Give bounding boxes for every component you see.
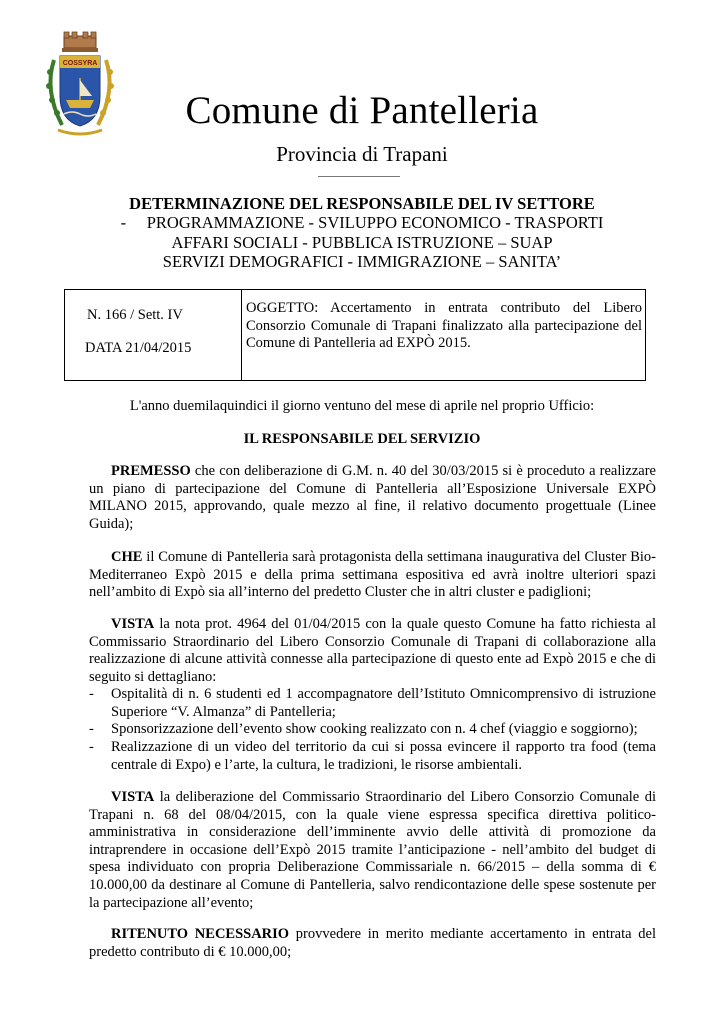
sector-line-2: AFFARI SOCIALI - PUBBLICA ISTRUZIONE – SUAP (171, 233, 553, 252)
list-bullet: - (89, 721, 94, 737)
determination-number: N. 166 / Sett. IV (87, 307, 183, 323)
determination-record-box (64, 289, 646, 381)
determination-heading: DETERMINAZIONE DEL RESPONSABILE DEL IV SETTORE (129, 194, 595, 213)
list-bullet: - (89, 739, 94, 755)
paragraph-keyword: VISTA (111, 789, 155, 805)
paragraph-text: la deliberazione del Commissario Straordinario del Libero Consorzio Comunale di Trapani n. 68 del 08/04/2015, con la quale viene espressa specifica direttiva politico-amministrativa in considerazione dell’imminente avvio delle attività di promozione da intraprendere in occasione dell’Expò 2015 tramite l’anticipazione - nell’ambito del budget di spesa individuato con propria Deliberazione Commissariale n. 66/2015 – della somma di € 10.000,00 da destinare al Comune di Pantelleria, salvo rendicontazione delle spese sostenute per la partecipazione all’evento; (89, 789, 656, 911)
paragraph-premesso (89, 463, 656, 533)
paragraph-ritenuto (89, 926, 656, 961)
list-item (89, 739, 656, 774)
paragraph-keyword: RITENUTO NECESSARIO (111, 926, 290, 942)
province-name: Provincia di Trapani (276, 142, 448, 166)
municipality-name: Comune di Pantelleria (185, 89, 539, 132)
list-item-text: Realizzazione di un video del territorio da cui si possa evincere il rapporto tra food (tema centrale di Expo) e l’arte, la cultura, le tradizioni, le risorse ambientali. (111, 739, 656, 773)
header-divider (318, 176, 400, 177)
subject-text: OGGETTO: Accertamento in entrata contributo del Libero Consorzio Comunale di Trapani finalizzato alla partecipazione del Comune di Pantelleria ad EXPÒ 2015. (246, 300, 642, 351)
box-divider (241, 290, 242, 380)
determination-date: DATA 21/04/2015 (85, 340, 192, 356)
section-title: IL RESPONSABILE DEL SERVIZIO (243, 431, 481, 447)
sector-line-1: - PROGRAMMAZIONE - SVILUPPO ECONOMICO - TRASPORTI (120, 213, 604, 232)
list-item (89, 721, 656, 739)
paragraph-text: la nota prot. 4964 del 01/04/2015 con la quale questo Comune ha fatto richiesta al Commissario Straordinario del Libero Consorzio Comunale di Trapani di collaborazione alla realizzazione di alcune attività connesse alla partecipazione di questo ente ad Expò 2015 e che di seguito si dettagliano: (89, 616, 656, 685)
paragraph-vista-nota (89, 616, 656, 686)
paragraph-che (89, 549, 656, 602)
svg-text:COSSYRA: COSSYRA (62, 60, 98, 67)
paragraph-text: che con deliberazione di G.M. n. 40 del 30/03/2015 si è proceduto a realizzare un piano di partecipazione del Comune di Pantelleria all’Esposizione Universale EXPÒ MILANO 2015, approvando, quale mezzo al fine, il relativo documento progettuale (Linee Guida); (89, 463, 656, 532)
list-item-text: Ospitalità di n. 6 studenti ed 1 accompagnatore dell’Istituto Omnicomprensivo di istruzione Superiore “V. Almanza” di Pantelleria; (111, 686, 656, 720)
paragraph-text: provvedere in merito mediante accertamento in entrata del predetto contributo di € 10.000,00; (89, 926, 657, 960)
paragraph-keyword: PREMESSO (111, 463, 191, 479)
list-item (89, 686, 656, 721)
list-bullet: - (89, 686, 94, 702)
sector-line-3: SERVIZI DEMOGRAFICI - IMMIGRAZIONE – SANITA’ (162, 252, 562, 271)
paragraph-keyword: VISTA (111, 616, 155, 632)
list-item-text: Sponsorizzazione dell’evento show cooking realizzato con n. 4 chef (viaggio e soggiorno); (111, 721, 638, 737)
paragraph-text: il Comune di Pantelleria sarà protagonista della settimana inaugurativa del Cluster Bio-Mediterraneo Expò 2015 e della prima settimana espositiva ed avrà inoltre ulteriori spazi nell’ambito di Expò sia all’interno del predetto Cluster che in altri cluster e padiglioni; (89, 549, 656, 601)
intro-line: L'anno duemilaquindici il giorno ventuno del mese di aprile nel proprio Ufficio: (129, 398, 595, 414)
paragraph-keyword: CHE (111, 549, 143, 565)
paragraph-vista-deliberazione (89, 789, 656, 912)
